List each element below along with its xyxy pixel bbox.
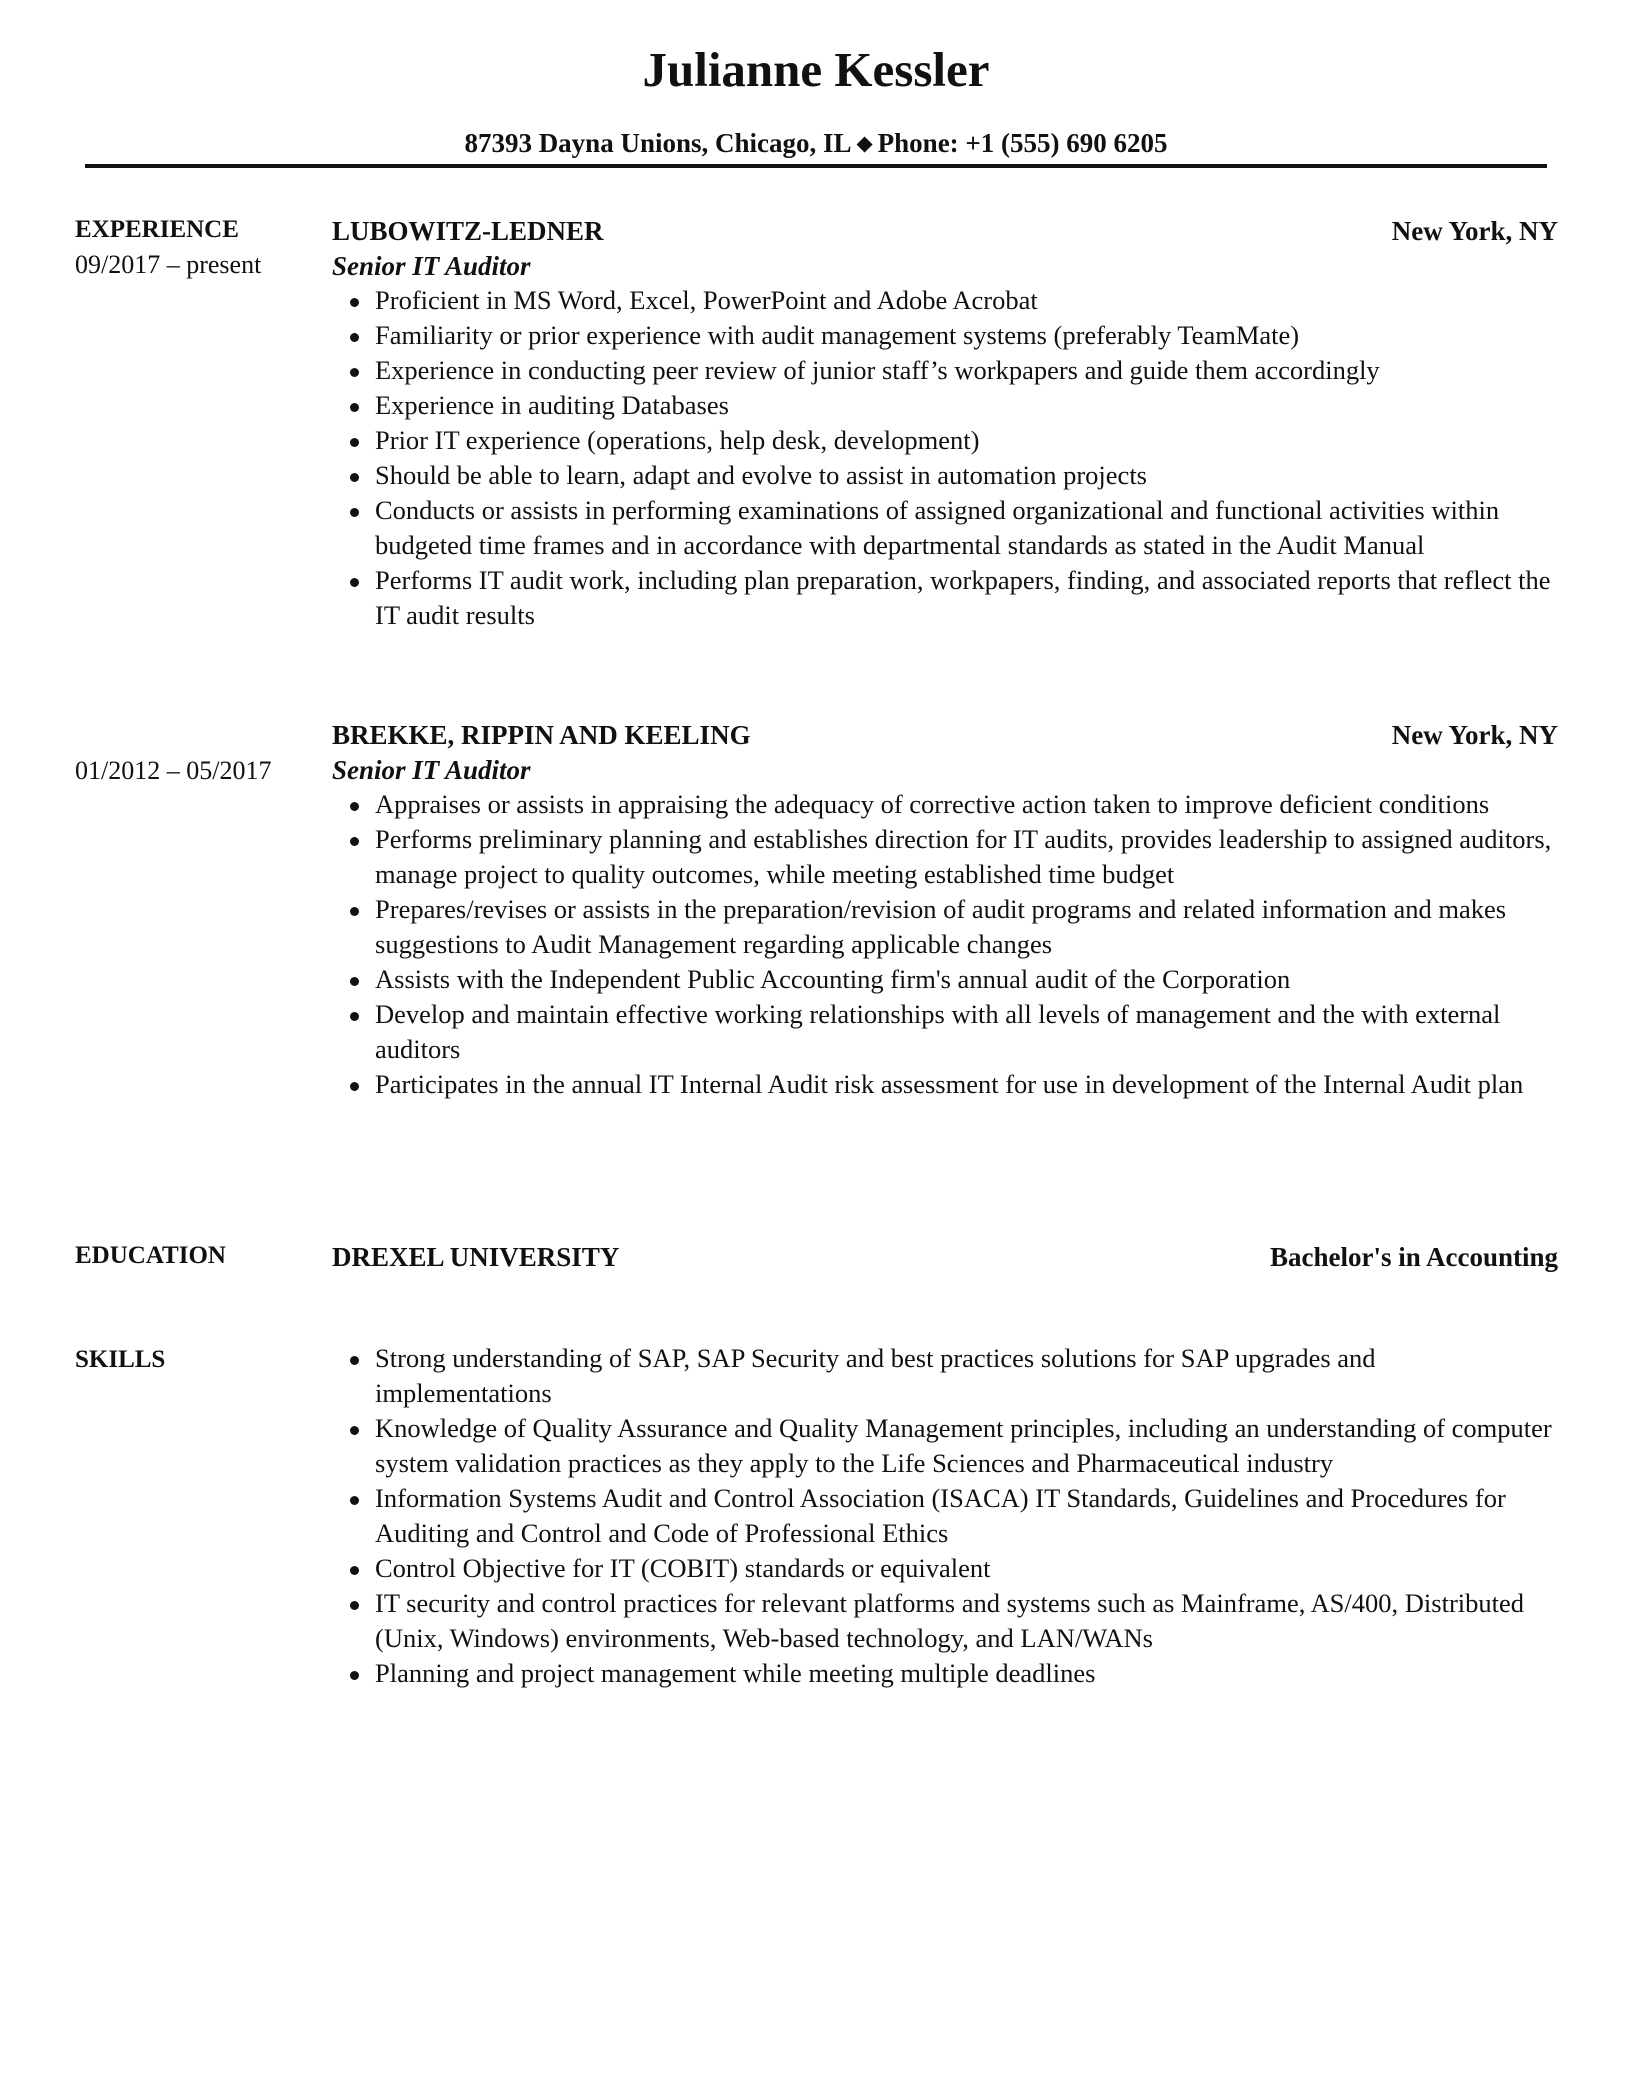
company-name: BREKKE, RIPPIN AND KEELING [332, 720, 751, 750]
list-item: Control Objective for IT (COBIT) standards or equivalent [332, 1551, 1558, 1586]
job-entry [332, 717, 1558, 1102]
diamond-separator-icon: ◆ [856, 131, 873, 155]
list-item: Should be able to learn, adapt and evolve to assist in automation projects [332, 458, 1558, 493]
candidate-name: Julianne Kessler [642, 42, 990, 97]
school-name: DREXEL UNIVERSITY [332, 1242, 620, 1272]
list-item: Information Systems Audit and Control Association (ISACA) IT Standards, Guidelines and Procedures for Auditing and Control and Code of Professional Ethics [332, 1481, 1558, 1551]
job-dates: 09/2017 – present [75, 250, 262, 279]
list-item: Strong understanding of SAP, SAP Security and best practices solutions for SAP upgrades and implementations [332, 1341, 1558, 1411]
list-item: Performs IT audit work, including plan preparation, workpapers, finding, and associated reports that reflect the IT audit results [332, 563, 1558, 633]
job-duties-list [332, 283, 1558, 633]
list-item: Experience in conducting peer review of junior staff’s workpapers and guide them accordingly [332, 353, 1558, 388]
job-header [332, 213, 1558, 249]
list-item: Knowledge of Quality Assurance and Quality Management principles, including an understanding of computer system validation practices as they apply to the Life Sciences and Pharmaceutical industry [332, 1411, 1558, 1481]
list-item: Appraises or assists in appraising the adequacy of corrective action taken to improve deficient conditions [332, 787, 1558, 822]
list-item: Develop and maintain effective working relationships with all levels of management and the with external auditors [332, 997, 1558, 1067]
job-header [332, 717, 1558, 753]
job-duties-list [332, 787, 1558, 1102]
education-header [332, 1239, 1558, 1275]
skills-list [332, 1341, 1558, 1691]
skills-entry [332, 1341, 1558, 1691]
education-heading: EDUCATION [75, 1242, 226, 1269]
job-title: Senior IT Auditor [332, 251, 531, 281]
job-dates: 01/2012 – 05/2017 [75, 756, 272, 785]
job-location: New York, NY [1391, 216, 1558, 246]
address: 87393 Dayna Unions, Chicago, IL [464, 128, 852, 158]
education-entry [332, 1239, 1558, 1275]
list-item: Prior IT experience (operations, help desk, development) [332, 423, 1558, 458]
degree: Bachelor's in Accounting [1269, 1242, 1558, 1272]
list-item: Participates in the annual IT Internal Audit risk assessment for use in development of the Internal Audit plan [332, 1067, 1558, 1102]
list-item: Prepares/revises or assists in the preparation/revision of audit programs and related information and makes suggestions to Audit Management regarding applicable changes [332, 892, 1558, 962]
list-item: Proficient in MS Word, Excel, PowerPoint and Adobe Acrobat [332, 283, 1558, 318]
list-item: Planning and project management while meeting multiple deadlines [332, 1656, 1558, 1691]
job-title: Senior IT Auditor [332, 755, 531, 785]
header-divider [85, 164, 1547, 168]
list-item: Familiarity or prior experience with audit management systems (preferably TeamMate) [332, 318, 1558, 353]
list-item: Performs preliminary planning and establishes direction for IT audits, provides leadership to assigned auditors, manage project to quality outcomes, while meeting established time budget [332, 822, 1558, 892]
skills-heading: SKILLS [75, 1346, 166, 1373]
list-item: IT security and control practices for relevant platforms and systems such as Mainframe, AS/400, Distributed (Unix, Windows) environments, Web-based technology, and LAN/WANs [332, 1586, 1558, 1656]
job-entry [332, 213, 1558, 633]
job-location: New York, NY [1391, 720, 1558, 750]
contact-line [0, 126, 1632, 162]
list-item: Experience in auditing Databases [332, 388, 1558, 423]
company-name: LUBOWITZ-LEDNER [332, 216, 604, 246]
list-item: Conducts or assists in performing examinations of assigned organizational and functional activities within budgeted time frames and in accordance with departmental standards as stated in the Audit Manual [332, 493, 1558, 563]
phone: Phone: +1 (555) 690 6205 [877, 128, 1168, 158]
list-item: Assists with the Independent Public Accounting firm's annual audit of the Corporation [332, 962, 1558, 997]
experience-heading: EXPERIENCE [75, 216, 239, 243]
